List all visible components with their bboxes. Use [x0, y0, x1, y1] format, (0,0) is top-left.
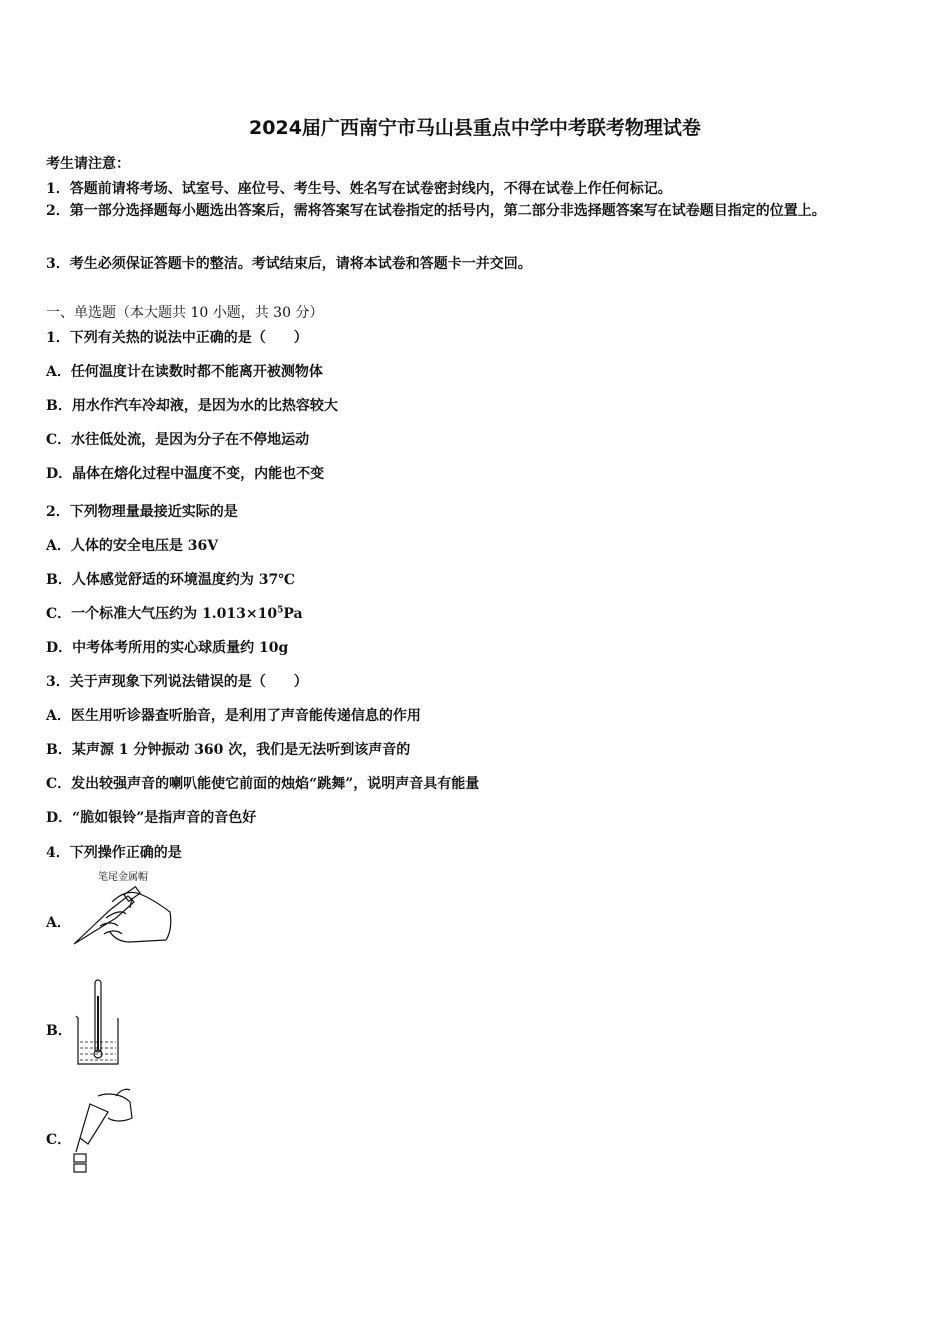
page-title: 2024届广西南宁市马山县重点中学中考联考物理试卷 — [249, 117, 701, 139]
question-4-stem: 4．下列操作正确的是 — [46, 845, 182, 861]
question-2-option-c-unit: Pa — [283, 606, 303, 622]
question-2-option-a: A．人体的安全电压是 36V — [46, 538, 219, 554]
question-1-option-a: A．任何温度计在读数时都不能离开被测物体 — [46, 364, 323, 380]
beaker-thermometer-figure — [72, 976, 122, 1068]
section-heading: 一、单选题（本大题共 10 小题，共 30 分） — [46, 305, 324, 321]
question-3-stem: 3．关于声现象下列说法错误的是（ ） — [46, 674, 308, 690]
question-1-stem: 1．下列有关热的说法中正确的是（ ） — [46, 330, 308, 346]
question-2-option-b: B．人体感觉舒适的环境温度约为 37℃ — [46, 572, 295, 588]
question-2-option-c-exponent: 5 — [277, 605, 284, 616]
question-4-option-b-label: B． — [46, 1023, 72, 1039]
hand-pen-drawing — [70, 868, 178, 950]
question-2-stem: 2．下列物理量最接近实际的是 — [46, 504, 238, 520]
beaker-thermometer-drawing — [72, 976, 122, 1068]
dropper-drawing — [68, 1088, 138, 1176]
question-3-option-d: D．“脆如银铃”是指声音的音色好 — [46, 810, 257, 826]
dropper-figure — [68, 1088, 138, 1176]
question-1-option-c: C．水往低处流，是因为分子在不停地运动 — [46, 432, 310, 448]
question-2-option-c-text: C．一个标准大气压约为 1.013×10 — [46, 606, 278, 622]
notice-item-1: 1．答题前请将考场、试室号、座位号、考生号、姓名写在试卷密封线内，不得在试卷上作任何标记。 — [46, 181, 672, 197]
test-pen-figure — [70, 868, 178, 950]
question-3-option-b: B．某声源 1 分钟振动 360 次，我们是无法听到该声音的 — [46, 742, 411, 758]
question-1-option-d: D．晶体在熔化过程中温度不变，内能也不变 — [46, 466, 325, 482]
notice-item-3: 3．考生必须保证答题卡的整洁。考试结束后，请将本试卷和答题卡一并交回。 — [46, 256, 532, 272]
question-3-option-a: A．医生用听诊器查听胎音，是利用了声音能传递信息的作用 — [46, 708, 421, 724]
question-4-option-a-label: A． — [46, 915, 71, 931]
figure-a-caption: 笔尾金属帽 — [98, 872, 148, 883]
question-2-option-c — [46, 603, 303, 623]
notice-item-2: 2．第一部分选择题每小题选出答案后，需将答案写在试卷指定的括号内，第二部分非选择题答案写在试卷题目指定的位置上。 — [46, 203, 826, 219]
notice-heading: 考生请注意： — [46, 156, 130, 172]
question-1-option-b: B．用水作汽车冷却液，是因为水的比热容较大 — [46, 398, 338, 414]
question-4-option-c-label: C． — [46, 1132, 72, 1148]
question-2-option-d: D．中考体考所用的实心球质量约 10g — [46, 640, 289, 656]
question-3-option-c: C．发出较强声音的喇叭能使它前面的烛焰“跳舞”，说明声音具有能量 — [46, 776, 480, 792]
